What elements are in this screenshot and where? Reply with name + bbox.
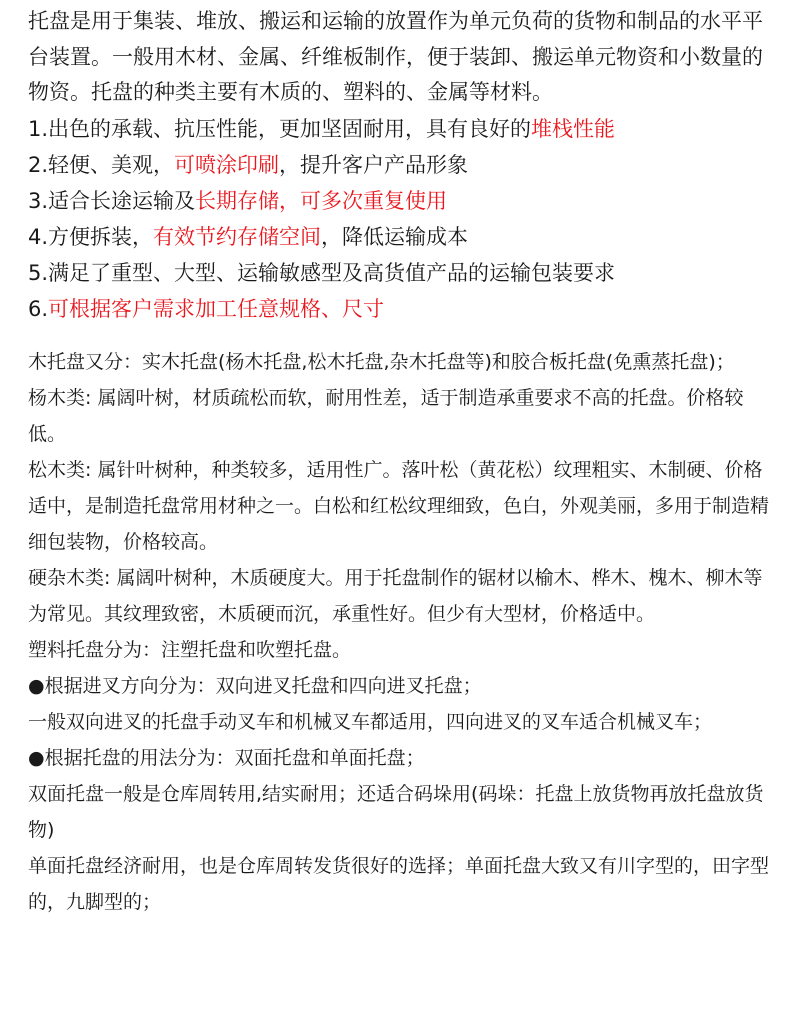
usage-types: ●根据托盘的用法分为：双面托盘和单面托盘；: [28, 746, 425, 769]
feature-after: ，提升客户产品形象: [279, 152, 469, 177]
feature-highlight: 可喷涂印刷: [174, 152, 280, 177]
double-sided-desc: 双面托盘一般是仓库周转用,结实耐用；还适合码垛用(码垛：托盘上放货物再放托盘放货物): [28, 782, 764, 841]
wood-pallet-types: 木托盘又分：实木托盘(杨木托盘,松木托盘,杂木托盘等)和胶合板托盘(免熏蒸托盘)；: [28, 350, 735, 373]
feature-number: 4.: [28, 224, 49, 249]
details-section: [28, 344, 774, 920]
feature-text: 出色的承载、抗压性能，更加坚固耐用，具有良好的: [48, 116, 532, 141]
feature-highlight: 长期存储，可多次重复使用: [195, 188, 448, 213]
feature-number: 3.: [28, 188, 49, 213]
plastic-pallet-types: 塑料托盘分为：注塑托盘和吹塑托盘。: [28, 638, 352, 661]
feature-text: 轻便、美观，: [48, 152, 175, 177]
feature-number: 1.: [28, 116, 49, 141]
feature-text: 适合长途运输及: [48, 188, 196, 213]
fork-entry-desc: 一般双向进叉的托盘手动叉车和机械叉车都适用，四向进叉的叉车适合机械叉车；: [28, 710, 713, 733]
fork-entry-types: ●根据进叉方向分为：双向进叉托盘和四向进叉托盘；: [28, 674, 482, 697]
feature-item-2: [28, 147, 774, 183]
feature-item-3: [28, 183, 774, 219]
feature-text: 方便拆装，: [48, 224, 154, 249]
intro-paragraph: 托盘是用于集装、堆放、搬运和运输的放置作为单元负荷的货物和制品的水平平台装置。一般用木材、金属、纤维板制作，便于装卸、搬运单元物资和小数量的物资。托盘的种类主要有木质的、塑料的、金属等材料。: [28, 9, 763, 104]
feature-item-4: [28, 219, 774, 255]
feature-highlight: 可根据客户需求加工任意规格、尺寸: [48, 296, 385, 321]
feature-number: 2.: [28, 152, 49, 177]
feature-item-5: [28, 255, 774, 291]
feature-item-6: [28, 291, 774, 327]
feature-after: ，降低运输成本: [321, 224, 469, 249]
single-sided-desc: 单面托盘经济耐用，也是仓库周转发货很好的选择；单面托盘大致又有川字型的，田字型的，九脚型的；: [28, 854, 770, 913]
pine-wood-desc: 松木类: 属针叶树种，种类较多，适用性广。落叶松（黄花松）纹理粗实、木制硬、价格适中，是制造托盘常用材种之一。白松和红松纹理细致，色白，外观美丽，多用于制造精细包装物，价格较高。: [28, 458, 770, 553]
feature-list: [28, 111, 774, 327]
hardwood-desc: 硬杂木类: 属阔叶树种，木质硬度大。用于托盘制作的锯材以榆木、桦木、槐木、柳木等为常见。其纹理致密，木质硬而沉，承重性好。但少有大型材，价格适中。: [28, 566, 763, 625]
poplar-wood-desc: 杨木类: 属阔叶树，材质疏松而软，耐用性差，适于制造承重要求不高的托盘。价格较低。: [28, 386, 744, 445]
feature-text: 满足了重型、大型、运输敏感型及高货值产品的运输包装要求: [48, 260, 616, 285]
feature-number: 6.: [28, 296, 49, 321]
feature-number: 5.: [28, 260, 49, 285]
feature-item-1: [28, 111, 774, 147]
feature-highlight: 堆栈性能: [531, 116, 616, 141]
feature-highlight: 有效节约存储空间: [153, 224, 322, 249]
